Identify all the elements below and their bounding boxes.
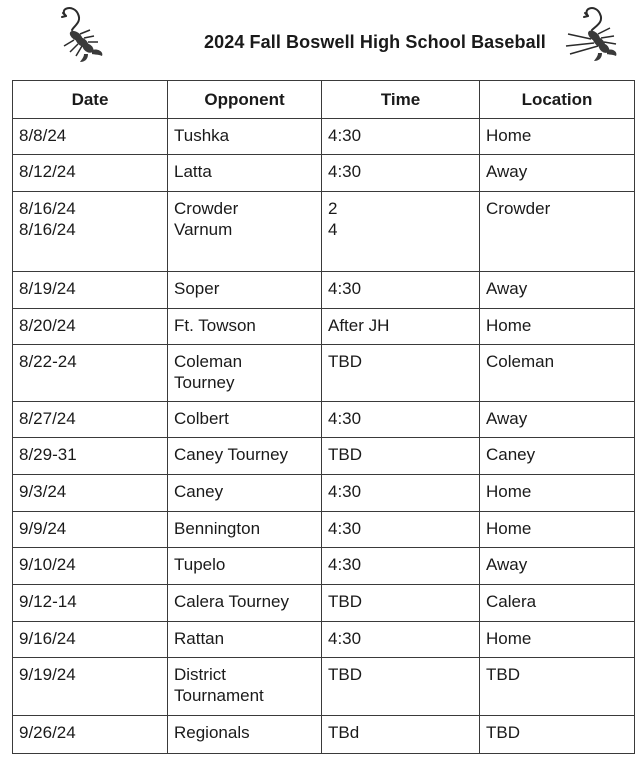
cell-date	[13, 438, 168, 475]
cell-location	[480, 119, 635, 155]
cell-time	[322, 438, 480, 475]
cell-opponent	[168, 438, 322, 475]
cell-location	[480, 345, 635, 402]
cell-date	[13, 512, 168, 548]
cell-opponent-text: District	[174, 665, 226, 684]
cell-date-text: 8/8/24	[19, 126, 67, 145]
table-row	[13, 192, 635, 272]
cell-time	[322, 548, 480, 585]
cell-time	[322, 272, 480, 309]
table-row	[13, 272, 635, 309]
cell-time	[322, 119, 480, 155]
cell-date-text: 8/29-31	[19, 445, 77, 464]
table-row	[13, 438, 635, 475]
column-header-location: Location	[480, 81, 635, 119]
cell-date-text: 8/22-24	[19, 352, 77, 371]
cell-location-text: Away	[486, 555, 528, 574]
table-row	[13, 585, 635, 622]
cell-date	[13, 548, 168, 585]
cell-date	[13, 716, 168, 754]
cell-location-text: Home	[486, 629, 532, 648]
cell-time-text: After JH	[328, 316, 390, 335]
cell-date	[13, 155, 168, 192]
cell-opponent-text: Varnum	[174, 220, 233, 239]
table-row	[13, 309, 635, 345]
cell-opponent	[168, 475, 322, 512]
cell-time	[322, 402, 480, 438]
cell-location	[480, 309, 635, 345]
scorpion-logo-icon	[44, 6, 106, 64]
cell-opponent-text: Bennington	[174, 519, 261, 538]
cell-opponent-text: Caney	[174, 482, 224, 501]
cell-date-text: 8/12/24	[19, 162, 76, 181]
cell-location	[480, 716, 635, 754]
cell-time	[322, 192, 480, 272]
cell-location-text: Home	[486, 482, 532, 501]
cell-opponent-text: Rattan	[174, 629, 225, 648]
table-row	[13, 658, 635, 716]
cell-opponent-text: Tupelo	[174, 555, 226, 574]
cell-opponent-text: Soper	[174, 279, 220, 298]
cell-time	[322, 155, 480, 192]
cell-time	[322, 622, 480, 658]
cell-location-text: TBD	[486, 665, 520, 684]
table-header-row	[13, 81, 635, 119]
cell-opponent-text: Calera Tourney	[174, 592, 289, 611]
cell-opponent-text: Latta	[174, 162, 212, 181]
cell-date-text: 8/16/24	[19, 199, 76, 218]
cell-date	[13, 585, 168, 622]
cell-location	[480, 402, 635, 438]
cell-opponent	[168, 402, 322, 438]
cell-time	[322, 345, 480, 402]
cell-time-text: 4:30	[328, 126, 362, 145]
cell-time	[322, 585, 480, 622]
cell-opponent	[168, 309, 322, 345]
cell-opponent	[168, 716, 322, 754]
cell-time	[322, 475, 480, 512]
cell-opponent	[168, 658, 322, 716]
cell-date	[13, 622, 168, 658]
column-header-opponent: Opponent	[168, 81, 322, 119]
cell-time-text: TBD	[328, 352, 362, 371]
cell-date	[13, 345, 168, 402]
cell-date	[13, 402, 168, 438]
cell-time-text: 4:30	[328, 162, 362, 181]
cell-opponent	[168, 345, 322, 402]
cell-time	[322, 309, 480, 345]
table-row	[13, 475, 635, 512]
cell-location-text: Crowder	[486, 199, 551, 218]
cell-date-text: 9/9/24	[19, 519, 67, 538]
cell-location	[480, 548, 635, 585]
table-row	[13, 622, 635, 658]
cell-date-text: 9/3/24	[19, 482, 67, 501]
cell-opponent	[168, 548, 322, 585]
cell-date-text: 8/16/24	[19, 220, 76, 239]
cell-opponent-text: Colbert	[174, 409, 229, 428]
cell-opponent	[168, 622, 322, 658]
schedule-body	[13, 119, 635, 754]
cell-location-text: TBD	[486, 723, 520, 742]
cell-location	[480, 272, 635, 309]
cell-location	[480, 192, 635, 272]
cell-location	[480, 512, 635, 548]
cell-time	[322, 716, 480, 754]
table-row	[13, 345, 635, 402]
cell-time	[322, 658, 480, 716]
cell-date-text: 9/10/24	[19, 555, 76, 574]
cell-date	[13, 272, 168, 309]
cell-location	[480, 622, 635, 658]
cell-opponent-text: Tushka	[174, 126, 230, 145]
cell-time-text: 4:30	[328, 519, 362, 538]
cell-time-text: 4:30	[328, 279, 362, 298]
scorpion-logo-icon	[560, 6, 618, 62]
cell-date-text: 9/16/24	[19, 629, 76, 648]
cell-location	[480, 475, 635, 512]
cell-location	[480, 155, 635, 192]
cell-date-text: 9/19/24	[19, 665, 76, 684]
cell-location-text: Coleman	[486, 352, 555, 371]
cell-date-text: 8/20/24	[19, 316, 76, 335]
cell-opponent-text: Crowder	[174, 199, 239, 218]
cell-date	[13, 192, 168, 272]
cell-opponent-text: Ft. Towson	[174, 316, 256, 335]
cell-location	[480, 585, 635, 622]
cell-time-text: 4:30	[328, 629, 362, 648]
cell-location-text: Home	[486, 126, 532, 145]
schedule-table	[12, 80, 635, 754]
cell-opponent	[168, 119, 322, 155]
table-row	[13, 716, 635, 754]
table-row	[13, 402, 635, 438]
cell-opponent	[168, 192, 322, 272]
cell-location	[480, 658, 635, 716]
table-row	[13, 155, 635, 192]
cell-date-text: 9/12-14	[19, 592, 77, 611]
column-header-time: Time	[322, 81, 480, 119]
cell-opponent	[168, 512, 322, 548]
cell-date	[13, 475, 168, 512]
cell-opponent-text: Caney Tourney	[174, 445, 289, 464]
column-header-date: Date	[13, 81, 168, 119]
cell-date	[13, 658, 168, 716]
cell-location-text: Away	[486, 409, 528, 428]
cell-time-text: TBD	[328, 665, 362, 684]
cell-date	[13, 119, 168, 155]
table-row	[13, 512, 635, 548]
cell-opponent	[168, 272, 322, 309]
cell-date-text: 8/27/24	[19, 409, 76, 428]
cell-opponent-text: Tourney	[174, 373, 235, 392]
cell-time	[322, 512, 480, 548]
table-row	[13, 119, 635, 155]
cell-location-text: Home	[486, 316, 532, 335]
cell-location-text: Calera	[486, 592, 537, 611]
cell-location-text: Away	[486, 162, 528, 181]
cell-date-text: 8/19/24	[19, 279, 76, 298]
cell-time-text: 4:30	[328, 409, 362, 428]
cell-location-text: Home	[486, 519, 532, 538]
cell-time-text: 2	[328, 199, 338, 218]
cell-time-text: 4	[328, 220, 338, 239]
cell-opponent-text: Coleman	[174, 352, 243, 371]
cell-opponent-text: Regionals	[174, 723, 250, 742]
cell-opponent	[168, 155, 322, 192]
cell-location-text: Caney	[486, 445, 536, 464]
cell-opponent	[168, 585, 322, 622]
cell-time-text: TBD	[328, 445, 362, 464]
cell-location	[480, 438, 635, 475]
cell-date-text: 9/26/24	[19, 723, 76, 742]
cell-time-text: 4:30	[328, 482, 362, 501]
table-row	[13, 548, 635, 585]
cell-time-text: 4:30	[328, 555, 362, 574]
cell-location-text: Away	[486, 279, 528, 298]
cell-time-text: TBd	[328, 723, 360, 742]
cell-opponent-text: Tournament	[174, 686, 264, 705]
cell-time-text: TBD	[328, 592, 362, 611]
cell-date	[13, 309, 168, 345]
page-title: 2024 Fall Boswell High School Baseball	[204, 32, 546, 52]
